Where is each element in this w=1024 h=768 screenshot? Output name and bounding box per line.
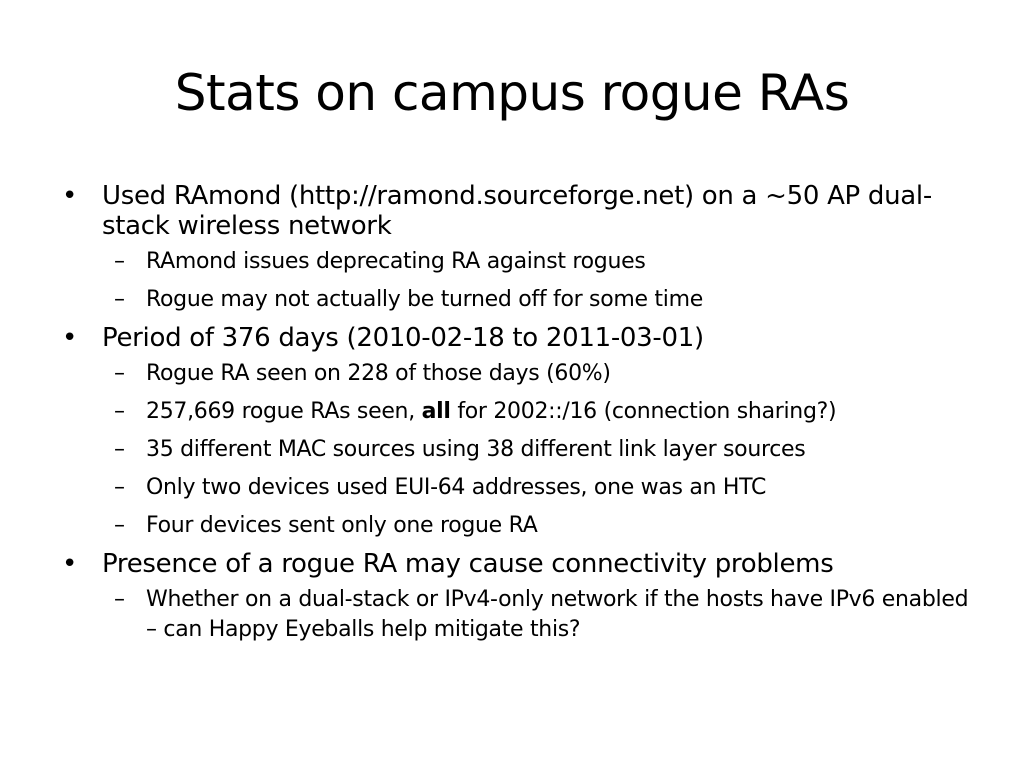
sub-bullet-item <box>60 511 980 541</box>
bullet-text: Used RAmond (http://ramond.sourceforge.net) on a ~50 AP dual-stack wireless network <box>102 181 932 241</box>
bullet-item <box>60 549 980 579</box>
sub-bullet-item <box>60 359 980 389</box>
dash-icon: – <box>114 287 125 312</box>
bullet-text: Period of 376 days (2010-02-18 to 2011-03-01) <box>102 323 704 353</box>
dash-icon: – <box>114 249 125 274</box>
sub-bullet-item <box>60 247 980 277</box>
bullet-icon: • <box>62 323 78 353</box>
bullet-text: Presence of a rogue RA may cause connectivity problems <box>102 549 834 579</box>
sub-bullet-text-before: 257,669 rogue RAs seen, <box>146 399 422 424</box>
sub-bullet-text: Whether on a dual-stack or IPv4-only network if the hosts have IPv6 enabled – can Happy Eyeballs help mitigate this? <box>146 587 969 642</box>
sub-bullet-text: Four devices sent only one rogue RA <box>146 513 538 538</box>
bullet-item <box>60 323 980 353</box>
sub-bullet-text: 35 different MAC sources using 38 different link layer sources <box>146 437 806 462</box>
bullet-item <box>60 181 980 241</box>
bullet-icon: • <box>62 549 78 579</box>
dash-icon: – <box>114 513 125 538</box>
dash-icon: – <box>114 587 125 612</box>
sub-bullet-item <box>60 397 980 427</box>
dash-icon: – <box>114 475 125 500</box>
bullet-icon: • <box>62 181 78 211</box>
slide-title: Stats on campus rogue RAs <box>174 64 850 122</box>
sub-bullet-text: RAmond issues deprecating RA against rogues <box>146 249 646 274</box>
sub-bullet-item <box>60 473 980 503</box>
dash-icon: – <box>114 361 125 386</box>
slide-content <box>60 181 980 653</box>
sub-bullet-item <box>60 585 980 645</box>
sub-bullet-text: Rogue may not actually be turned off for some time <box>146 287 703 312</box>
sub-bullet-text-after: for 2002::/16 (connection sharing?) <box>450 399 837 424</box>
sub-bullet-text-bold: all <box>421 399 451 424</box>
sub-bullet-item <box>60 285 980 315</box>
dash-icon: – <box>114 437 125 462</box>
sub-bullet-text: Rogue RA seen on 228 of those days (60%) <box>146 361 611 386</box>
sub-bullet-item <box>60 435 980 465</box>
sub-bullet-text: Only two devices used EUI-64 addresses, one was an HTC <box>146 475 767 500</box>
dash-icon: – <box>114 399 125 424</box>
